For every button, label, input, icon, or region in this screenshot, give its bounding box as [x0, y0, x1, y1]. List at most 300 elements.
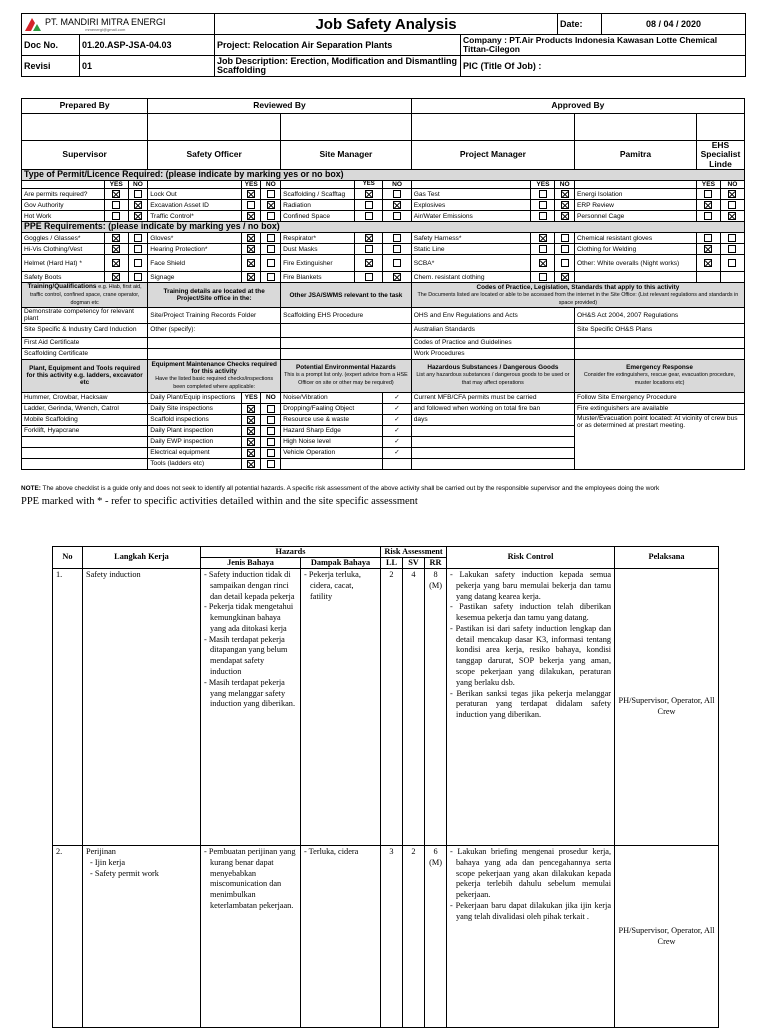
x-box-icon[interactable]	[247, 245, 255, 253]
emergency-heading: Emergency Response Consider fire extinguishers, rescue gear, evacuation procedure, muster locations etc)	[575, 359, 745, 392]
rr-value: 8	[433, 570, 438, 579]
risk-rr	[425, 569, 447, 846]
x-box-icon[interactable]	[728, 190, 736, 198]
other-jsa-heading: Other JSA/SWMS relevant to the task	[281, 283, 412, 308]
col-risk-assessment: Risk Assessment	[381, 547, 447, 558]
env-check-cell: ✓	[383, 447, 411, 458]
empty-box-icon[interactable]	[365, 245, 373, 253]
training-location-heading: Training details are located at the Project/Site office in the:	[148, 283, 281, 308]
check-item: Daily Plant/Equip inspections	[148, 392, 242, 403]
empty-box-icon[interactable]	[267, 460, 275, 468]
ppe-yes-cell	[241, 272, 261, 283]
training-cell: Codes of Practice and Guidelines	[411, 337, 574, 348]
training-cell	[148, 348, 281, 359]
permit-yes-cell	[104, 200, 128, 211]
ppe-yes-cell	[696, 272, 720, 283]
empty-box-icon[interactable]	[267, 212, 275, 220]
ppe-yes-cell	[241, 244, 261, 255]
check-yes-cell	[241, 403, 261, 414]
training-cell: Site Specific & Industry Card Induction	[22, 323, 148, 337]
empty-box-icon[interactable]	[728, 259, 736, 267]
empty-box-icon[interactable]	[728, 234, 736, 242]
ppe-yes-cell	[531, 233, 555, 244]
ppe-item-label: Helmet (Hard Hat) *	[22, 255, 105, 272]
x-box-icon[interactable]	[112, 273, 120, 281]
empty-box-icon[interactable]	[267, 273, 275, 281]
training-cell	[575, 348, 745, 359]
empty-box-icon[interactable]	[393, 190, 401, 198]
empty-box-icon[interactable]	[134, 273, 142, 281]
ppe-yes-cell	[241, 233, 261, 244]
training-cell: Other (specify):	[148, 323, 281, 337]
ppe-row	[22, 244, 745, 255]
x-box-icon[interactable]	[247, 234, 255, 242]
x-box-icon[interactable]	[247, 416, 255, 424]
empty-box-icon[interactable]	[728, 201, 736, 209]
ppe-yes-cell	[531, 255, 555, 272]
x-box-icon[interactable]	[267, 201, 275, 209]
permit-no-cell	[261, 189, 281, 200]
permit-item-label: Lock Out	[148, 189, 242, 200]
jenis-list	[204, 570, 297, 710]
permit-yes-cell	[241, 200, 261, 211]
ppe-yes-cell	[531, 244, 555, 255]
role-supervisor: Supervisor	[22, 141, 148, 170]
ppe-no-cell	[261, 272, 281, 283]
x-box-icon[interactable]	[561, 273, 569, 281]
company-field: Company : PT.Air Products Indonesia Kawasan Lotte Chemical Tittan-Cilegon	[461, 35, 746, 56]
hazardous-item: and followed when working on total fire ban	[411, 403, 574, 414]
training-rows	[22, 308, 745, 360]
ppe-no-cell	[383, 244, 411, 255]
permit-no-cell	[128, 200, 148, 211]
x-box-icon[interactable]	[539, 259, 547, 267]
tool-item	[22, 436, 148, 447]
dampak-list	[304, 570, 377, 602]
document-title: Job Safety Analysis	[215, 14, 558, 35]
date-value: 08 / 04 / 2020	[602, 14, 746, 35]
permit-yes-cell	[355, 211, 383, 222]
permit-yes-cell	[104, 211, 128, 222]
yes-label: YES	[696, 181, 720, 189]
control-list	[450, 570, 611, 721]
training-cell: First Aid Certificate	[22, 337, 148, 348]
empty-box-icon[interactable]	[112, 201, 120, 209]
check-item: Daily EWP inspection	[148, 436, 242, 447]
ppe-item-label: Signage	[148, 272, 242, 283]
x-box-icon[interactable]	[365, 234, 373, 242]
ppe-item-label: Other: White overalls (Night works)	[575, 255, 697, 272]
x-box-icon[interactable]	[247, 259, 255, 267]
env-hazard-item: Noise/Vibration	[281, 392, 383, 403]
ppe-no-cell	[555, 272, 575, 283]
company-logo-icon	[24, 16, 42, 32]
yes-label: YES	[104, 181, 128, 189]
permit-item-label: Air/Water Emissions	[411, 211, 531, 222]
empty-box-icon[interactable]	[704, 234, 712, 242]
ppe-yes-cell	[355, 255, 383, 272]
company-logo-cell	[22, 14, 215, 35]
training-cell: Scaffolding EHS Procedure	[281, 308, 412, 324]
empty-box-icon[interactable]	[267, 416, 275, 424]
checklist-note: NOTE: The above checklist is a guide only and does not seek to identify all potential hazards. A specific risk assessment of the above activity shall be carried out by the responsible supervisor and the employees doing the work	[21, 485, 660, 492]
training-cell: Site Specific OH&S Plans	[575, 323, 745, 337]
ppe-yes-cell	[104, 255, 128, 272]
control-item: - Lakukan safety induction kepada semua pekerja yang baru memulai bekerja dan tamu yang datang kearea kerja.	[450, 570, 612, 601]
empty-box-icon[interactable]	[704, 190, 712, 198]
control-list	[450, 847, 611, 922]
x-box-icon[interactable]	[112, 245, 120, 253]
empty-box-icon[interactable]	[247, 201, 255, 209]
permit-row	[22, 200, 745, 211]
permit-no-cell	[261, 200, 281, 211]
permit-rows	[22, 189, 745, 222]
risk-step	[83, 569, 201, 846]
training-cell	[281, 348, 412, 359]
ppe-item-label: Clothing for Welding	[575, 244, 697, 255]
signature-box-pamitra[interactable]	[575, 114, 697, 141]
permit-yes-cell	[531, 200, 555, 211]
permit-item-label: Explosives	[411, 200, 531, 211]
training-row	[22, 348, 745, 359]
no-label: NO	[128, 181, 148, 189]
env-hazard-item: High Noise level	[281, 436, 383, 447]
permit-yes-cell	[696, 211, 720, 222]
no-label: NO	[383, 181, 411, 189]
risk-pelaksana: PH/Supervisor, Operator, All Crew	[615, 846, 719, 1028]
permit-item-label: ERP Review	[575, 200, 697, 211]
x-box-icon[interactable]	[704, 201, 712, 209]
dampak-item: - Pekerja terluka, cidera, cacat, fatility	[304, 570, 361, 601]
document-header	[21, 13, 746, 77]
control-item: - Berikan sanksi tegas jika pekerja melanggar peraturan yang terdapat didalam safety induction yang diberikan.	[450, 688, 612, 720]
permit-no-cell	[383, 200, 411, 211]
x-box-icon[interactable]	[539, 234, 547, 242]
risk-control	[447, 569, 615, 846]
ppe-no-cell	[261, 244, 281, 255]
prepared-by-heading: Prepared By	[22, 99, 148, 114]
ppe-yes-cell	[696, 255, 720, 272]
permit-yes-cell	[696, 189, 720, 200]
signature-box-safety-officer[interactable]	[148, 114, 281, 141]
ppe-yes-cell	[531, 272, 555, 283]
empty-box-icon[interactable]	[393, 234, 401, 242]
risk-no: 2.	[53, 846, 83, 1028]
risk-sv: 2	[403, 846, 425, 1028]
empty-box-icon[interactable]	[134, 245, 142, 253]
x-box-icon[interactable]	[247, 212, 255, 220]
permit-item-label: Gas Test	[411, 189, 531, 200]
ppe-no-cell	[555, 233, 575, 244]
ppe-item-label: SCBA*	[411, 255, 531, 272]
empty-box-icon[interactable]	[365, 212, 373, 220]
training-cell: Demonstrate competency for relevant plant	[22, 308, 148, 324]
ppe-rows	[22, 233, 745, 283]
yes-label: YES	[241, 181, 261, 189]
risk-jenis-bahaya	[201, 569, 301, 846]
check-item: Electrical equipment	[148, 447, 242, 458]
check-item: Tools (ladders etc)	[148, 458, 242, 469]
check-yes-cell	[241, 447, 261, 458]
ppe-item-label: Respirator*	[281, 233, 355, 244]
ppe-footnote: PPE marked with * - refer to specific activities detailed within and the site specific assessment	[21, 496, 418, 507]
ppe-item-label: Static Line	[411, 244, 531, 255]
permits-section-title: Type of Permit/Licence Required: (please indicate by marking yes or no box)	[22, 170, 745, 181]
dampak-list	[304, 847, 377, 858]
empty-box-icon[interactable]	[393, 245, 401, 253]
permit-yes-cell	[531, 189, 555, 200]
x-box-icon[interactable]	[247, 405, 255, 413]
signature-box-project-manager[interactable]	[411, 114, 574, 141]
equipment-rows	[22, 392, 745, 469]
ppe-no-cell	[261, 233, 281, 244]
env-check-cell: ✓	[383, 414, 411, 425]
empty-box-icon[interactable]	[267, 427, 275, 435]
hazardous-item	[411, 436, 574, 447]
rr-level: (M)	[429, 580, 442, 590]
risk-assessment-table	[52, 546, 719, 1028]
risk-pelaksana: PH/Supervisor, Operator, All Crew	[615, 569, 719, 846]
env-hazard-item	[281, 458, 383, 469]
empty-box-icon[interactable]	[539, 190, 547, 198]
yes-no-spacer	[22, 181, 105, 189]
codes-heading: Codes of Practice, Legislation, Standards that apply to this activity The Documents listed are located or able to be accessed from the internet in the Site Office: (List relevant regulations and standards in space provided)	[411, 283, 744, 308]
x-box-icon[interactable]	[728, 212, 736, 220]
ppe-no-cell	[555, 244, 575, 255]
permit-item-label: Energi Isolation	[575, 189, 697, 200]
training-heading: Training/Qualifications e.g. Hiab, first aid, traffic control, confined space, crane operator, dogman etc	[22, 283, 148, 308]
x-box-icon[interactable]	[704, 259, 712, 267]
empty-box-icon[interactable]	[134, 259, 142, 267]
x-box-icon[interactable]	[247, 427, 255, 435]
empty-box-icon[interactable]	[539, 245, 547, 253]
permit-no-cell	[720, 200, 744, 211]
x-box-icon[interactable]	[247, 438, 255, 446]
empty-box-icon[interactable]	[539, 212, 547, 220]
x-box-icon[interactable]	[365, 259, 373, 267]
env-check-cell	[383, 458, 411, 469]
jenis-item: - Pembuatan perijinan yang kurang benar dapat menyebabkan miscomunication dan menimbulkan keterlambatan pekerjaan.	[204, 847, 296, 910]
permit-no-cell	[261, 211, 281, 222]
empty-box-icon[interactable]	[267, 449, 275, 457]
check-no-cell	[261, 403, 281, 414]
role-safety-officer: Safety Officer	[148, 141, 281, 170]
check-yes-cell	[241, 436, 261, 447]
check-item: Daily Plant inspection	[148, 425, 242, 436]
empty-box-icon[interactable]	[112, 212, 120, 220]
check-no-cell	[261, 436, 281, 447]
x-box-icon[interactable]	[134, 201, 142, 209]
ppe-row	[22, 255, 745, 272]
check-yes-cell	[241, 414, 261, 425]
empty-box-icon[interactable]	[393, 259, 401, 267]
empty-box-icon[interactable]	[561, 245, 569, 253]
x-box-icon[interactable]	[365, 190, 373, 198]
permit-row	[22, 189, 745, 200]
emergency-item: Fire extinguishers are available	[575, 403, 745, 414]
col-risk-control: Risk Control	[447, 547, 615, 569]
training-cell	[281, 337, 412, 348]
yes-no-spacer	[411, 181, 531, 189]
risk-dampak-bahaya	[301, 846, 381, 1028]
training-cell: Australian Standards	[411, 323, 574, 337]
col-sv: SV	[403, 558, 425, 569]
permit-yes-cell	[241, 189, 261, 200]
emergency-item: Muster/Evacuation point located: At vicinity of crew bus or as determined at prestart meeting.	[575, 414, 745, 469]
ppe-no-cell	[555, 255, 575, 272]
x-box-icon[interactable]	[112, 234, 120, 242]
ppe-yes-cell	[104, 244, 128, 255]
company-name: PT. MANDIRI MITRA ENERGI	[45, 16, 166, 27]
permit-row	[22, 211, 745, 222]
risk-dampak-bahaya	[301, 569, 381, 846]
col-no: No	[53, 547, 83, 569]
tool-item: Mobile Scaffolding	[22, 414, 148, 425]
yes-label: YES	[531, 181, 555, 189]
risk-row	[53, 569, 719, 846]
risk-jenis-bahaya	[201, 846, 301, 1028]
tool-item: Ladder, Gerinda, Wrench, Catrol	[22, 403, 148, 414]
empty-box-icon[interactable]	[539, 273, 547, 281]
jenis-item: - Masih terdapat pekerja yang melanggar safety induction yang diberikan.	[204, 677, 296, 709]
x-box-icon[interactable]	[112, 259, 120, 267]
tool-item	[22, 447, 148, 458]
env-check-cell: ✓	[383, 425, 411, 436]
empty-box-icon[interactable]	[267, 259, 275, 267]
doc-no-label: Doc No.	[22, 35, 80, 56]
empty-box-icon[interactable]	[365, 273, 373, 281]
check-no-cell	[261, 447, 281, 458]
col-hazards: Hazards	[201, 547, 381, 558]
empty-box-icon[interactable]	[267, 438, 275, 446]
empty-box-icon[interactable]	[539, 201, 547, 209]
signature-box-ehs[interactable]	[696, 114, 744, 141]
empty-box-icon[interactable]	[134, 234, 142, 242]
empty-box-icon[interactable]	[267, 190, 275, 198]
empty-box-icon[interactable]	[267, 405, 275, 413]
ppe-item-label: Hi-Vis Clothing/Vest	[22, 244, 105, 255]
check-no-cell	[261, 458, 281, 469]
col-ll: LL	[381, 558, 403, 569]
ppe-item-label: Fire Extinguisher	[281, 255, 355, 272]
ppe-yes-cell	[696, 244, 720, 255]
permit-item-label: Confined Space	[281, 211, 355, 222]
check-yes-cell: YES	[241, 392, 261, 403]
risk-no: 1.	[53, 569, 83, 846]
jenis-item: - Safety induction tidak di sampaikan dengan rinci dan detail kepada pekerja	[204, 570, 295, 601]
ppe-no-cell	[128, 272, 148, 283]
approved-by-heading: Approved By	[411, 99, 744, 114]
x-box-icon[interactable]	[561, 212, 569, 220]
revisi-value: 01	[80, 56, 215, 77]
emergency-item: Follow Site Emergency Procedure	[575, 392, 745, 403]
x-box-icon[interactable]	[247, 460, 255, 468]
ppe-item-label: Gloves*	[148, 233, 242, 244]
risk-ll: 3	[381, 846, 403, 1028]
jenis-item: - Pekerja tidak mengetahui kemungkinan bahaya yang ada ditokasi kerja	[204, 602, 294, 633]
x-box-icon[interactable]	[561, 201, 569, 209]
equipment-heading: Plant, Equipment and Tools required for this activity e.g. ladders, excavator etc	[22, 359, 148, 392]
x-box-icon[interactable]	[561, 190, 569, 198]
ppe-row	[22, 233, 745, 244]
ppe-yes-cell	[355, 233, 383, 244]
signature-box-supervisor[interactable]	[22, 114, 148, 141]
training-cell: OHS and Env Regulations and Acts	[411, 308, 574, 324]
ppe-yes-cell	[104, 272, 128, 283]
x-box-icon[interactable]	[247, 273, 255, 281]
check-no-cell	[261, 414, 281, 425]
hazardous-item: Current MFB/CFA permits must be carried	[411, 392, 574, 403]
x-box-icon[interactable]	[134, 212, 142, 220]
ppe-no-cell	[128, 255, 148, 272]
x-box-icon[interactable]	[112, 190, 120, 198]
empty-box-icon[interactable]	[365, 201, 373, 209]
col-rr: RR	[425, 558, 447, 569]
permit-item-label: Gov Authority	[22, 200, 105, 211]
empty-box-icon[interactable]	[561, 234, 569, 242]
training-row	[22, 323, 745, 337]
empty-box-icon[interactable]	[134, 190, 142, 198]
equipment-row	[22, 403, 745, 414]
risk-rows	[53, 569, 719, 1028]
x-box-icon[interactable]	[247, 449, 255, 457]
permit-yes-cell	[531, 211, 555, 222]
environmental-heading: Potential Environmental Hazards This is a prompt list only. (expert advice from a HSE Officer on site or other may be required)	[281, 359, 412, 392]
job-description-field: Job Description: Erection, Modification and Dismantling Scaffolding	[215, 56, 461, 77]
x-box-icon[interactable]	[393, 201, 401, 209]
no-label: NO	[555, 181, 575, 189]
empty-box-icon[interactable]	[561, 259, 569, 267]
x-box-icon[interactable]	[704, 245, 712, 253]
risk-ll: 2	[381, 569, 403, 846]
signature-box-site-manager[interactable]	[281, 114, 412, 141]
equipment-row	[22, 392, 745, 403]
x-box-icon[interactable]	[393, 273, 401, 281]
env-hazard-item: Hazard Sharp Edge	[281, 425, 383, 436]
company-tagline: mmenergi@gmail.com	[85, 26, 126, 32]
check-item: Scaffold inspections	[148, 414, 242, 425]
empty-box-icon[interactable]	[267, 245, 275, 253]
jenis-list	[204, 847, 297, 912]
ppe-item-label: Safety Boots	[22, 272, 105, 283]
empty-box-icon[interactable]	[728, 245, 736, 253]
dampak-item: - Terluka, cidera	[304, 847, 359, 856]
step-substep: - Safety permit work	[90, 868, 159, 878]
risk-sv: 4	[403, 569, 425, 846]
ppe-no-cell	[128, 233, 148, 244]
empty-box-icon[interactable]	[393, 212, 401, 220]
ppe-no-cell	[720, 255, 744, 272]
empty-box-icon[interactable]	[704, 212, 712, 220]
ppe-row	[22, 272, 745, 283]
x-box-icon[interactable]	[247, 190, 255, 198]
role-project-manager: Project Manager	[411, 141, 574, 170]
ppe-item-label: Chem. resistant clothing	[411, 272, 531, 283]
permit-item-label: Scaffolding / Scafftag	[281, 189, 355, 200]
ppe-item-label: Chemical resistant gloves	[575, 233, 697, 244]
ppe-no-cell	[383, 233, 411, 244]
yes-no-spacer	[148, 181, 242, 189]
role-ehs-specialist: EHS Specialist Linde	[696, 141, 744, 170]
env-check-cell: ✓	[383, 403, 411, 414]
hazardous-item: days	[411, 414, 574, 425]
permit-no-cell	[555, 189, 575, 200]
risk-control	[447, 846, 615, 1028]
control-item: - Pekerjaan baru dapat dilakukan jika ijin kerja yang telah divalidasi oleh pihak terkait .	[450, 900, 612, 921]
permit-yes-no-header	[22, 181, 745, 189]
empty-box-icon[interactable]	[267, 234, 275, 242]
check-item: Daily Site inspections	[148, 403, 242, 414]
